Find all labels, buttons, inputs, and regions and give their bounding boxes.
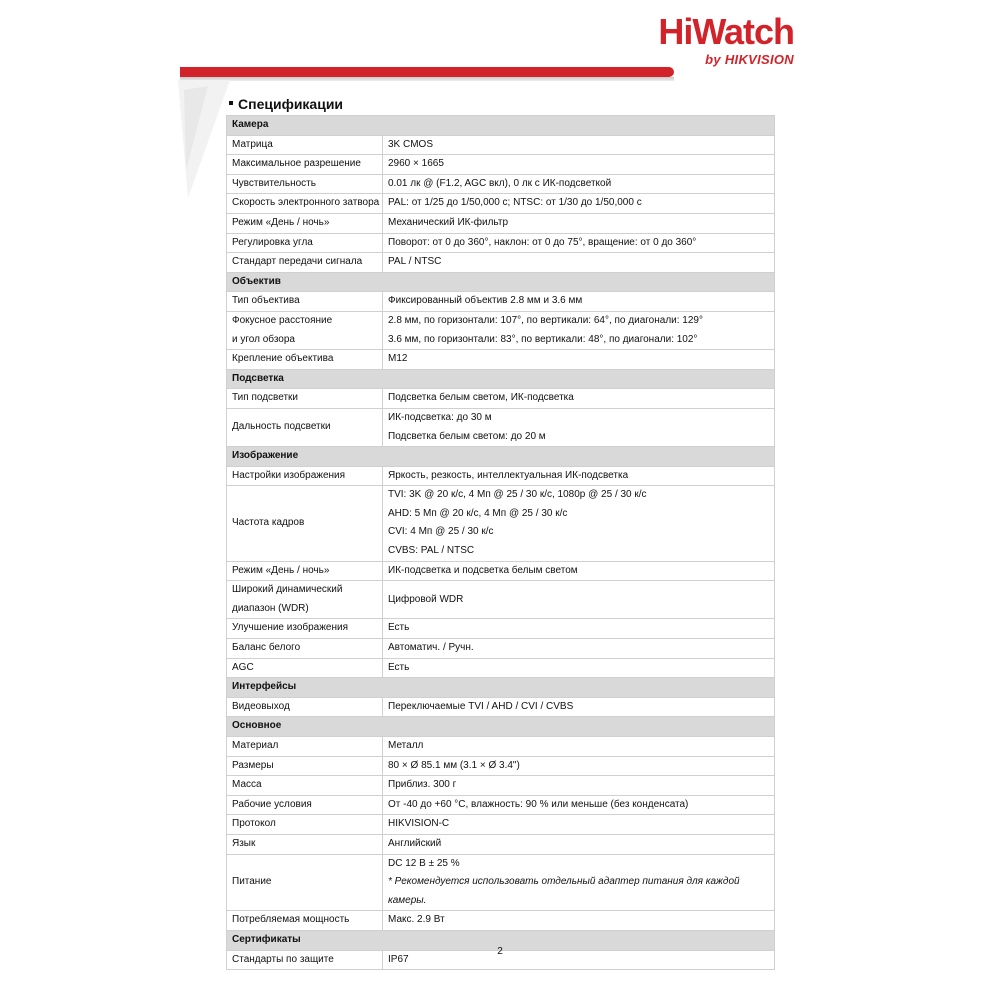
title-bullet [229, 101, 233, 105]
spec-value [383, 581, 775, 619]
spec-value-line: 80 × Ø 85.1 мм (3.1 × Ø 3.4") [388, 759, 520, 771]
spec-label-line: Настройки изображения [232, 469, 346, 481]
spec-value-line: Механический ИК-фильтр [388, 216, 508, 228]
spec-row [227, 776, 775, 796]
spec-label-line: Рабочие условия [232, 798, 312, 810]
spec-value-line: 0.01 лк @ (F1.2, AGC вкл), 0 лк с ИК-подсветкой [388, 177, 612, 189]
brand-name: HiWatch [658, 11, 794, 52]
spec-label [227, 486, 383, 561]
spec-row [227, 619, 775, 639]
spec-row [227, 658, 775, 678]
spec-value [383, 815, 775, 835]
page-number: 2 [497, 946, 503, 957]
spec-label-line: Потребляемая мощность [232, 914, 350, 926]
spec-value [383, 756, 775, 776]
spec-value-line: Фиксированный объектив 2.8 мм и 3.6 мм [388, 295, 583, 307]
spec-row [227, 213, 775, 233]
section-title: Сертификаты [227, 930, 775, 950]
spec-label-line: диапазон (WDR) [232, 602, 309, 614]
spec-label-line: Режим «День / ночь» [232, 216, 330, 228]
spec-value-line: ИК-подсветка: до 30 м [388, 411, 492, 423]
spec-row [227, 486, 775, 561]
spec-row [227, 639, 775, 659]
spec-row [227, 389, 775, 409]
spec-value [383, 155, 775, 175]
spec-value-line: Металл [388, 740, 424, 751]
section-header-row [227, 116, 775, 136]
spec-row [227, 834, 775, 854]
spec-value-line: ИК-подсветка и подсветка белым светом [388, 564, 578, 576]
spec-label [227, 854, 383, 911]
spec-label-line: Протокол [232, 818, 276, 830]
spec-row [227, 581, 775, 619]
spec-value [383, 737, 775, 757]
spec-label [227, 834, 383, 854]
spec-value-line: Английский [388, 837, 442, 849]
spec-label-line: Максимальное разрешение [232, 158, 361, 170]
spec-row [227, 155, 775, 175]
spec-value-line: От -40 до +60 °C, влажность: 90 % или меньше (без конденсата) [388, 798, 689, 810]
decorative-wedge-graphic [178, 80, 230, 200]
spec-label [227, 561, 383, 581]
spec-value-line: 2960 × 1665 [388, 158, 444, 170]
spec-label-line: Тип объектива [232, 295, 300, 307]
header-red-bar [180, 67, 674, 77]
spec-label-line: Тип подсветки [232, 392, 299, 404]
spec-note-line: камеры. [388, 894, 427, 906]
spec-value-line: CVI: 4 Мп @ 25 / 30 к/с [388, 526, 494, 538]
spec-label-line: Чувствительность [232, 177, 316, 189]
spec-value [383, 350, 775, 370]
spec-value-line: Приблиз. 300 г [388, 779, 457, 791]
spec-value [383, 135, 775, 155]
spec-value [383, 658, 775, 678]
spec-row [227, 350, 775, 370]
spec-label-line: Скорость электронного затвора [232, 197, 380, 209]
spec-label-line: Стандарт передачи сигнала [232, 256, 363, 268]
spec-label [227, 155, 383, 175]
section-title: Интерфейсы [227, 678, 775, 698]
specifications-table [226, 115, 775, 970]
section-header-row [227, 678, 775, 698]
spec-value [383, 486, 775, 561]
spec-label [227, 174, 383, 194]
spec-label [227, 581, 383, 619]
spec-value [383, 561, 775, 581]
spec-label [227, 194, 383, 214]
spec-row [227, 911, 775, 931]
spec-label [227, 292, 383, 312]
spec-value-line: Автоматич. / Ручн. [388, 642, 474, 654]
section-header-row [227, 447, 775, 467]
section-header-row [227, 369, 775, 389]
spec-row [227, 466, 775, 486]
spec-label [227, 776, 383, 796]
spec-value [383, 795, 775, 815]
spec-label [227, 408, 383, 446]
spec-value-line: 3.6 мм, по горизонтали: 83°, по вертикали: 48°, по диагонали: 102° [388, 333, 698, 345]
spec-label [227, 389, 383, 409]
spec-value-line: 3K CMOS [388, 138, 434, 150]
spec-row [227, 408, 775, 446]
spec-label [227, 737, 383, 757]
spec-value [383, 854, 775, 911]
spec-value-line: Макс. 2.9 Вт [388, 914, 445, 926]
spec-value-line: Яркость, резкость, интеллектуальная ИК-подсветка [388, 469, 629, 481]
spec-label [227, 233, 383, 253]
section-title: Объектив [227, 272, 775, 292]
spec-value-line: Есть [388, 661, 410, 673]
brand-byline: by HIKVISION [705, 52, 794, 67]
spec-row [227, 795, 775, 815]
spec-row [227, 233, 775, 253]
spec-row [227, 194, 775, 214]
spec-label [227, 213, 383, 233]
spec-value-line: PAL / NTSC [388, 256, 442, 268]
spec-label [227, 911, 383, 931]
spec-label [227, 697, 383, 717]
spec-row [227, 737, 775, 757]
spec-value [383, 408, 775, 446]
spec-value-line: M12 [388, 353, 408, 365]
spec-value-line: DC 12 В ± 25 % [388, 857, 460, 869]
spec-label-line: Матрица [232, 138, 273, 150]
spec-value [383, 174, 775, 194]
spec-value-line: Цифровой WDR [388, 593, 464, 605]
spec-label-line: и угол обзора [232, 333, 295, 345]
section-title: Основное [227, 717, 775, 737]
section-title: Изображение [227, 447, 775, 467]
spec-label-line: AGC [232, 661, 254, 673]
section-title: Подсветка [227, 369, 775, 389]
spec-value [383, 233, 775, 253]
spec-value-line: Переключаемые TVI / AHD / CVI / CVBS [388, 700, 574, 712]
spec-value [383, 697, 775, 717]
spec-value-line: AHD: 5 Мп @ 20 к/с, 4 Мп @ 25 / 30 к/с [388, 507, 568, 519]
spec-value-line: Подсветка белым светом: до 20 м [388, 430, 546, 442]
spec-value [383, 292, 775, 312]
spec-label-line: Питание [232, 876, 272, 888]
spec-row [227, 174, 775, 194]
spec-value-line: IP67 [388, 953, 409, 965]
spec-value-line: Поворот: от 0 до 360°, наклон: от 0 до 75°, вращение: от 0 до 360° [388, 236, 697, 248]
spec-label [227, 658, 383, 678]
spec-row [227, 756, 775, 776]
spec-value-line: Подсветка белым светом, ИК-подсветка [388, 392, 574, 404]
spec-row [227, 292, 775, 312]
spec-label-line: Фокусное расстояние [232, 314, 333, 326]
section-header-row [227, 717, 775, 737]
spec-label [227, 311, 383, 349]
spec-row [227, 561, 775, 581]
spec-label-line: Частота кадров [232, 517, 305, 529]
spec-row [227, 697, 775, 717]
spec-label-line: Размеры [232, 759, 274, 771]
page-title-text: Спецификации [238, 96, 344, 112]
spec-label-line: Регулировка угла [232, 236, 313, 248]
spec-label [227, 639, 383, 659]
spec-value [383, 194, 775, 214]
spec-value-line: PAL: от 1/25 до 1/50,000 с; NTSC: от 1/30 до 1/50,000 с [388, 197, 642, 209]
spec-label [227, 619, 383, 639]
spec-row [227, 135, 775, 155]
brand-logo [658, 11, 794, 67]
spec-row [227, 854, 775, 911]
spec-label [227, 350, 383, 370]
spec-value [383, 776, 775, 796]
spec-label-line: Масса [232, 779, 262, 791]
spec-value [383, 834, 775, 854]
spec-value [383, 253, 775, 273]
spec-label [227, 795, 383, 815]
spec-label-line: Широкий динамический [232, 584, 343, 596]
spec-value-line: Есть [388, 622, 410, 634]
spec-label-line: Видеовыход [232, 700, 290, 712]
section-header-row [227, 272, 775, 292]
spec-label-line: Крепление объектива [232, 353, 334, 365]
spec-value-line: 2.8 мм, по горизонтали: 107°, по вертикали: 64°, по диагонали: 129° [388, 314, 703, 326]
spec-value [383, 311, 775, 349]
spec-value [383, 213, 775, 233]
section-title: Камера [227, 116, 775, 136]
spec-value [383, 619, 775, 639]
spec-label-line: Стандарты по защите [232, 953, 334, 965]
spec-value-line: HIKVISION-C [388, 818, 450, 830]
spec-row [227, 311, 775, 349]
spec-value [383, 639, 775, 659]
spec-value [383, 466, 775, 486]
spec-label-line: Материал [232, 740, 279, 751]
spec-label [227, 756, 383, 776]
spec-label-line: Режим «День / ночь» [232, 564, 330, 576]
spec-row [227, 815, 775, 835]
spec-note-line: * Рекомендуется использовать отдельный адаптер питания для каждой [388, 876, 740, 888]
spec-label-line: Улучшение изображения [232, 622, 349, 634]
page-title [229, 96, 343, 112]
spec-label [227, 815, 383, 835]
spec-value-line: CVBS: PAL / NTSC [388, 545, 475, 557]
spec-label [227, 253, 383, 273]
spec-label-line: Язык [232, 837, 256, 849]
spec-value [383, 911, 775, 931]
header-gray-bar [180, 77, 674, 81]
spec-value-line: TVI: 3K @ 20 к/с, 4 Мп @ 25 / 30 к/с, 1080p @ 25 / 30 к/с [388, 489, 647, 501]
spec-value [383, 389, 775, 409]
spec-label-line: Баланс белого [232, 642, 301, 654]
spec-row [227, 253, 775, 273]
spec-label [227, 466, 383, 486]
spec-label [227, 135, 383, 155]
spec-label-line: Дальность подсветки [232, 421, 331, 433]
